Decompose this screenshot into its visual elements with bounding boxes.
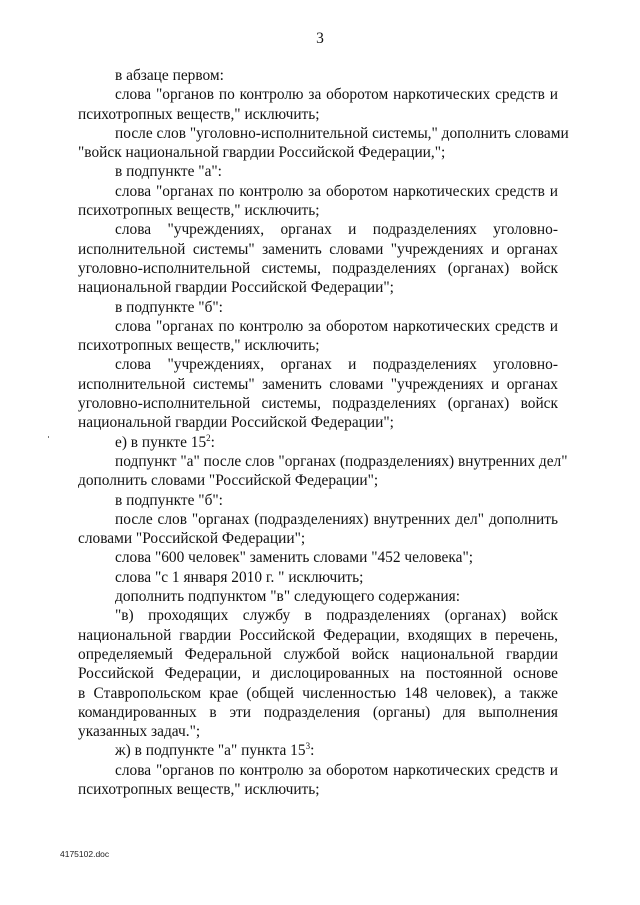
document-body bbox=[78, 66, 569, 799]
text-line bbox=[78, 259, 558, 278]
text-line bbox=[78, 413, 558, 432]
text-line bbox=[78, 626, 558, 645]
text-line bbox=[78, 664, 558, 683]
superscript: 3 bbox=[305, 741, 311, 752]
text-line bbox=[78, 684, 558, 703]
margin-mark bbox=[48, 436, 49, 438]
line-text: дополнить словами "Российской Федерации"; bbox=[78, 472, 379, 490]
line-text: слова "600 человек" заменить словами "452 человека"; bbox=[115, 549, 474, 567]
line-text: Российской Федерации, и дислоцированных на постоянной основе bbox=[78, 665, 558, 683]
line-text: после слов "органах (подразделениях) внутренних дел" дополнить bbox=[115, 510, 558, 528]
text-line bbox=[78, 298, 558, 317]
line-text: национальной гвардии Российской Федерации"; bbox=[78, 414, 394, 432]
text-line bbox=[78, 587, 558, 606]
line-text: "войск национальной гвардии Российской Федерации,"; bbox=[78, 144, 446, 162]
line-text: в подпункте "а": bbox=[115, 163, 222, 181]
text-line bbox=[78, 66, 558, 85]
text-line bbox=[78, 240, 558, 259]
line-text: после слов "уголовно-исполнительной системы," дополнить словами bbox=[115, 124, 569, 142]
text-line bbox=[78, 317, 558, 336]
text-line bbox=[78, 201, 558, 220]
text-line bbox=[78, 85, 558, 104]
line-text: психотропных веществ," исключить; bbox=[78, 780, 320, 798]
line-text: е) в пункте 15 bbox=[115, 433, 207, 451]
line-text: национальной гвардии Российской Федерации"; bbox=[78, 279, 394, 297]
line-text: уголовно-исполнительной системы, подразделениях (органах) войск bbox=[78, 259, 558, 277]
superscript: 2 bbox=[206, 432, 211, 443]
text-line bbox=[78, 336, 558, 355]
line-text: слова "органов по контролю за оборотом наркотических средств и bbox=[115, 86, 558, 104]
line-text: исполнительной системы" заменить словами "учреждениях и органах bbox=[78, 375, 558, 393]
text-line bbox=[78, 606, 558, 625]
text-line bbox=[78, 394, 558, 413]
line-text: уголовно-исполнительной системы, подразделениях (органах) войск bbox=[78, 395, 558, 413]
line-text: слова "учреждениях, органах и подразделениях уголовно- bbox=[115, 221, 558, 239]
footer-filename: 4175102.doc bbox=[60, 849, 110, 859]
line-text: определяемый Федеральной службой войск национальной гвардии bbox=[78, 645, 558, 663]
line-text: подпункт "а" после слов "органах (подразделениях) внутренних дел" bbox=[115, 452, 568, 470]
text-line bbox=[78, 780, 558, 799]
text-line bbox=[78, 182, 558, 201]
line-text-suffix: : bbox=[310, 742, 315, 760]
text-line bbox=[78, 548, 558, 567]
line-text: слова "органах по контролю за оборотом наркотических средств и bbox=[115, 317, 558, 335]
text-line bbox=[78, 355, 558, 374]
line-text: слова "с 1 января 2010 г. " исключить; bbox=[115, 568, 364, 586]
line-text: слова "учреждениях, органах и подразделениях уголовно- bbox=[115, 356, 558, 374]
line-text: дополнить подпунктом "в" следующего содержания: bbox=[115, 588, 461, 606]
line-text: указанных задач."; bbox=[78, 723, 201, 741]
text-line bbox=[78, 510, 558, 529]
text-line bbox=[78, 278, 558, 297]
line-text: психотропных веществ," исключить; bbox=[78, 202, 320, 220]
text-line bbox=[78, 703, 558, 722]
text-line bbox=[78, 761, 558, 780]
text-line bbox=[78, 375, 558, 394]
line-text: в Ставропольском крае (общей численностью 148 человек), а также bbox=[78, 684, 558, 702]
text-line bbox=[78, 452, 568, 471]
text-line bbox=[78, 568, 558, 587]
text-line bbox=[78, 529, 558, 548]
text-line bbox=[78, 741, 558, 760]
line-text: национальной гвардии Российской Федерации, входящих в перечень, bbox=[78, 626, 558, 644]
text-line bbox=[78, 433, 558, 452]
text-line bbox=[78, 645, 558, 664]
line-text: "в) проходящих службу в подразделениях (органах) войск bbox=[115, 607, 558, 625]
line-text: словами "Российской Федерации"; bbox=[78, 530, 306, 548]
text-line bbox=[78, 162, 558, 181]
line-text-suffix: : bbox=[210, 433, 215, 451]
page-number: 3 bbox=[316, 30, 324, 47]
line-text: в абзаце первом: bbox=[115, 67, 224, 84]
text-line bbox=[78, 491, 558, 510]
line-text: командированных в эти подразделения (органы) для выполнения bbox=[78, 703, 558, 721]
line-text: ж) в подпункте "а" пункта 15 bbox=[115, 742, 306, 760]
line-text: в подпункте "б": bbox=[115, 298, 223, 316]
text-line bbox=[78, 143, 558, 162]
text-line bbox=[78, 220, 558, 239]
line-text: психотропных веществ," исключить; bbox=[78, 337, 320, 355]
text-line bbox=[78, 471, 558, 490]
line-text: слова "органов по контролю за оборотом наркотических средств и bbox=[115, 761, 558, 779]
text-line bbox=[78, 105, 558, 124]
text-line bbox=[78, 722, 558, 741]
text-line bbox=[78, 124, 569, 143]
line-text: психотропных веществ," исключить; bbox=[78, 105, 320, 123]
line-text: слова "органах по контролю за оборотом наркотических средств и bbox=[115, 182, 558, 200]
line-text: в подпункте "б": bbox=[115, 491, 223, 509]
line-text: исполнительной системы" заменить словами "учреждениях и органах bbox=[78, 240, 558, 258]
